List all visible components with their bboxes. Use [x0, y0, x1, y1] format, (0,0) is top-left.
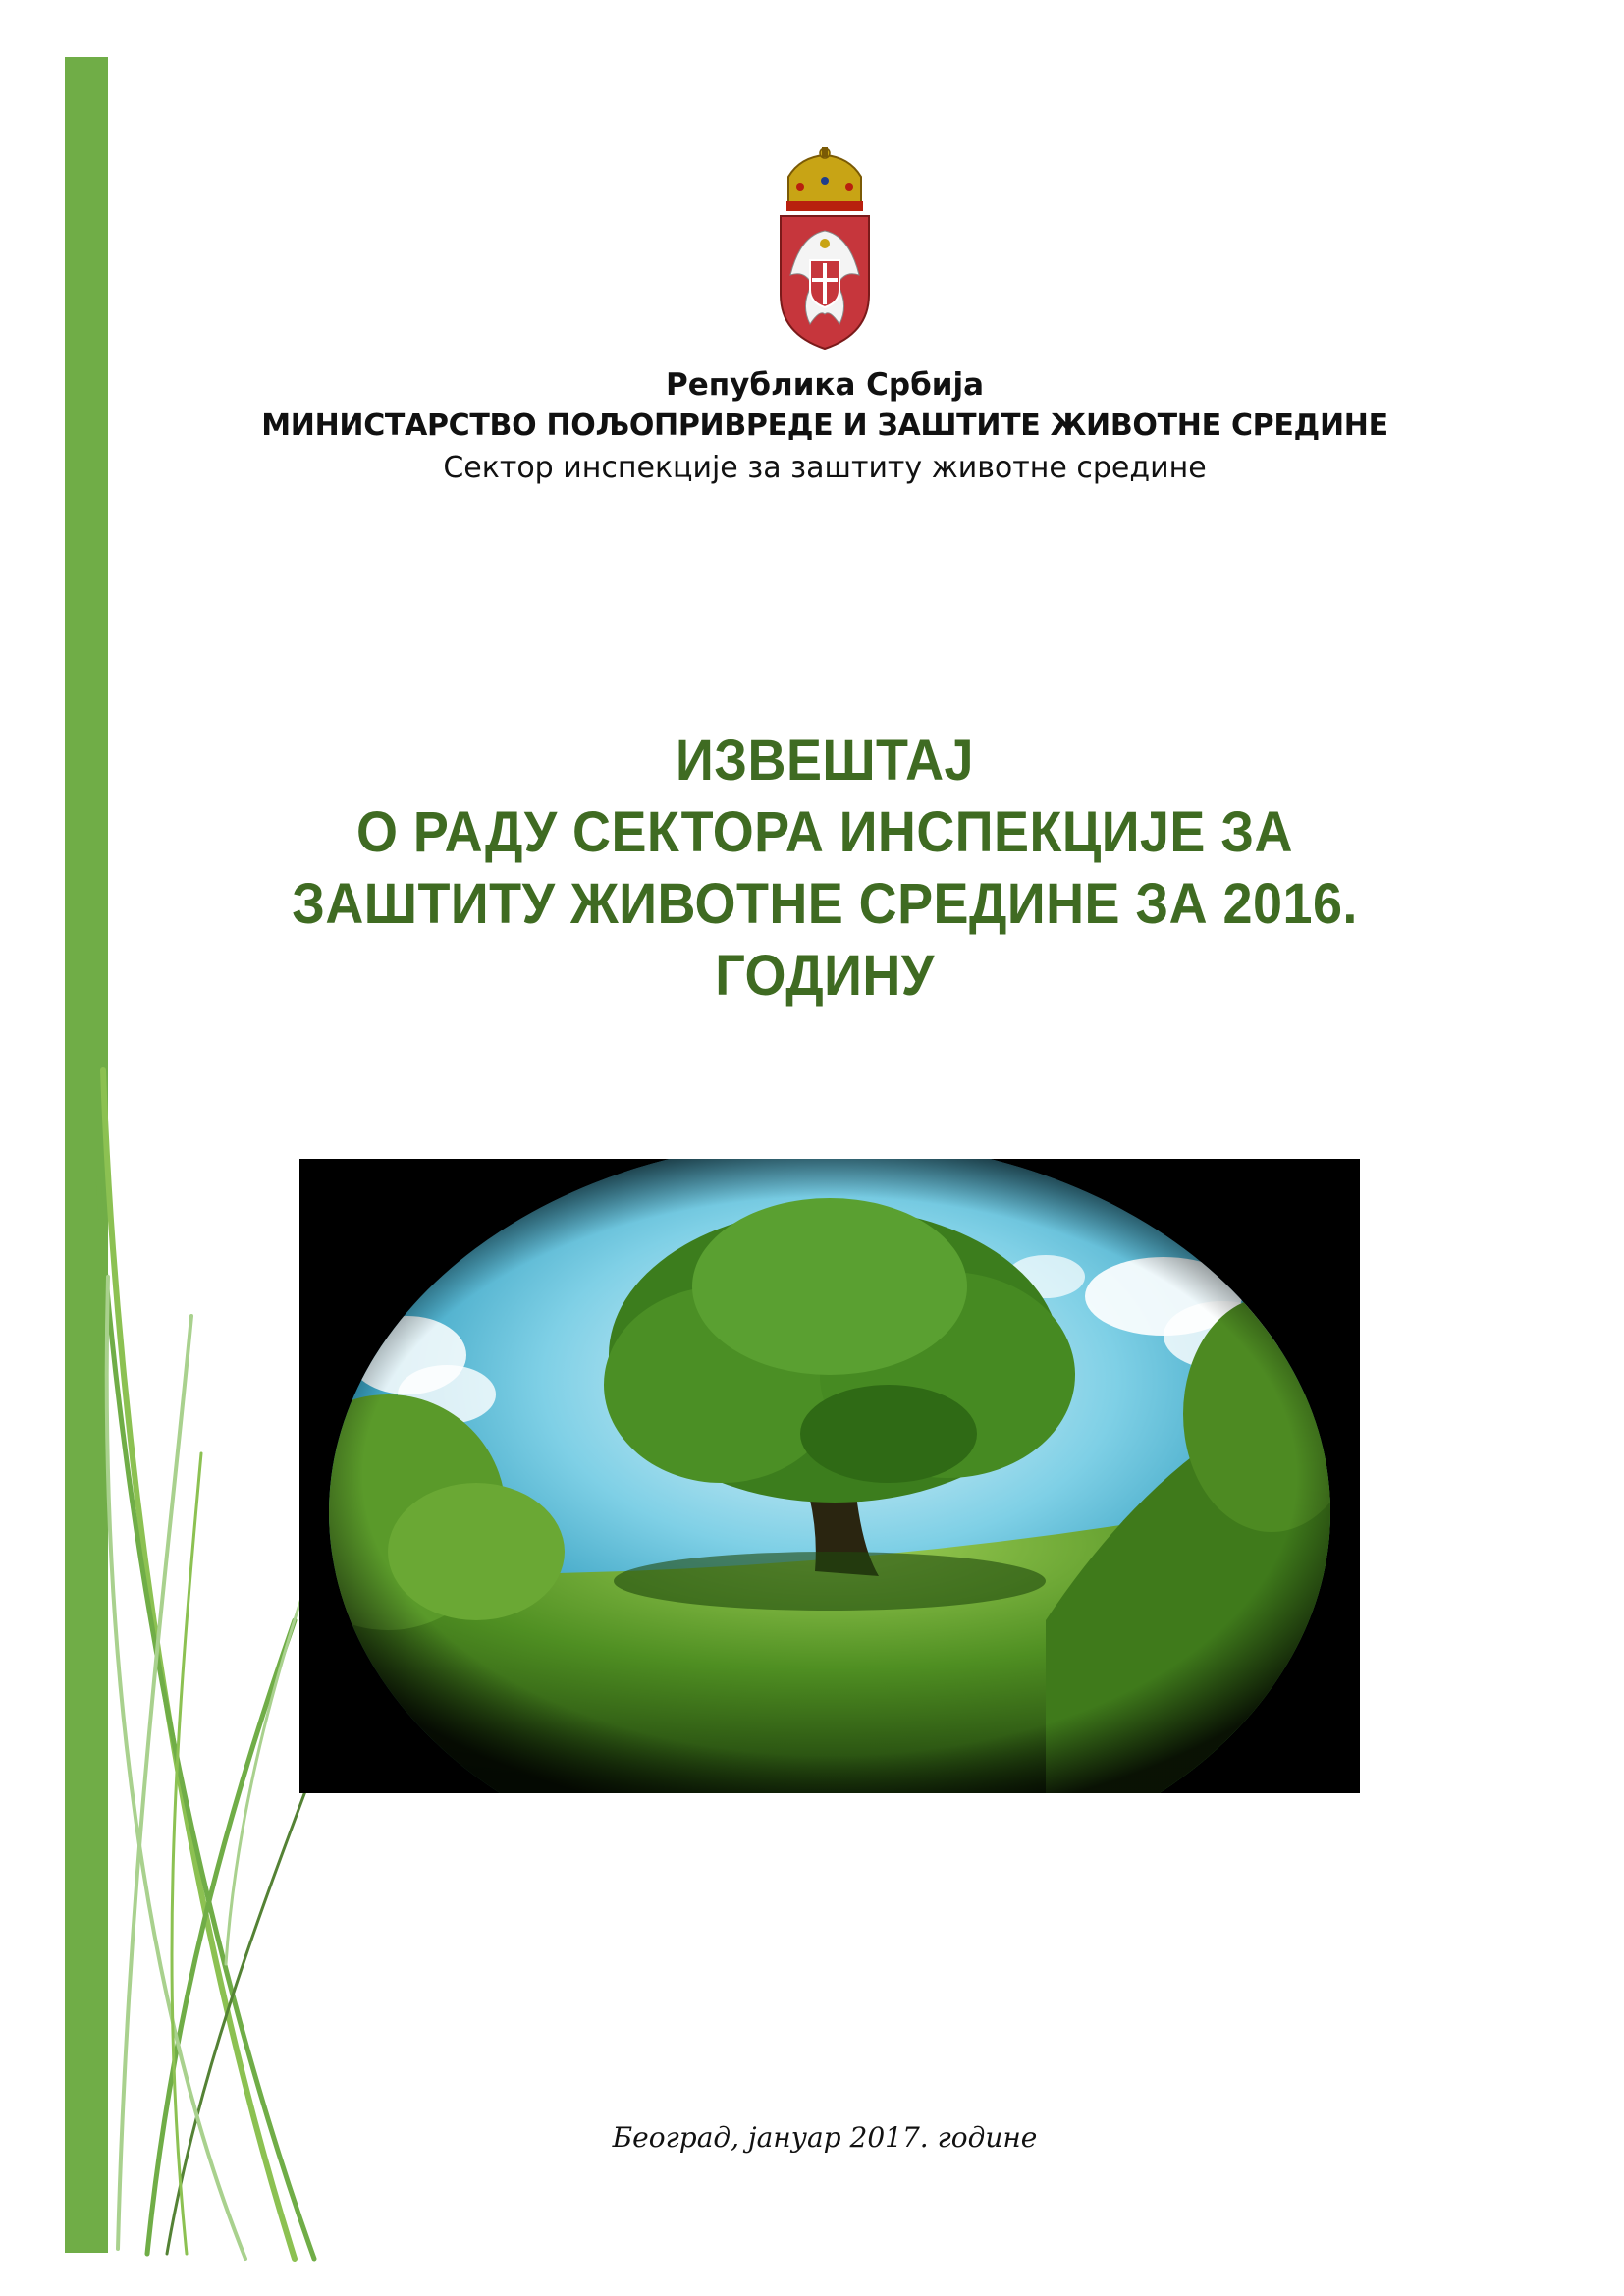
report-title	[157, 725, 1492, 1011]
header-block	[157, 147, 1492, 485]
sector-name: Сектор инспекције за заштиту животне средине	[443, 451, 1207, 485]
title-line-4: ГОДИНУ	[715, 944, 935, 1008]
crown-icon	[786, 147, 863, 211]
ministry-name: МИНИСТАРСТВО ПОЉОПРИВРЕДЕ И ЗАШТИТЕ ЖИВОТНЕ СРЕДИНЕ	[261, 409, 1388, 443]
title-line-2: О РАДУ СЕКТОРА ИНСПЕКЦИЈЕ ЗА	[356, 800, 1293, 864]
place-and-date: Београд, јануар 2017. године	[612, 2121, 1038, 2154]
serbian-coat-of-arms-icon	[771, 147, 879, 354]
country-name: Република Србија	[665, 367, 985, 403]
title-line-3: ЗАШТИТУ ЖИВОТНЕ СРЕДИНЕ ЗА 2016.	[292, 872, 1358, 936]
tree-fisheye-photo	[299, 1159, 1360, 1793]
title-line-1: ИЗВЕШТАЈ	[676, 729, 974, 793]
